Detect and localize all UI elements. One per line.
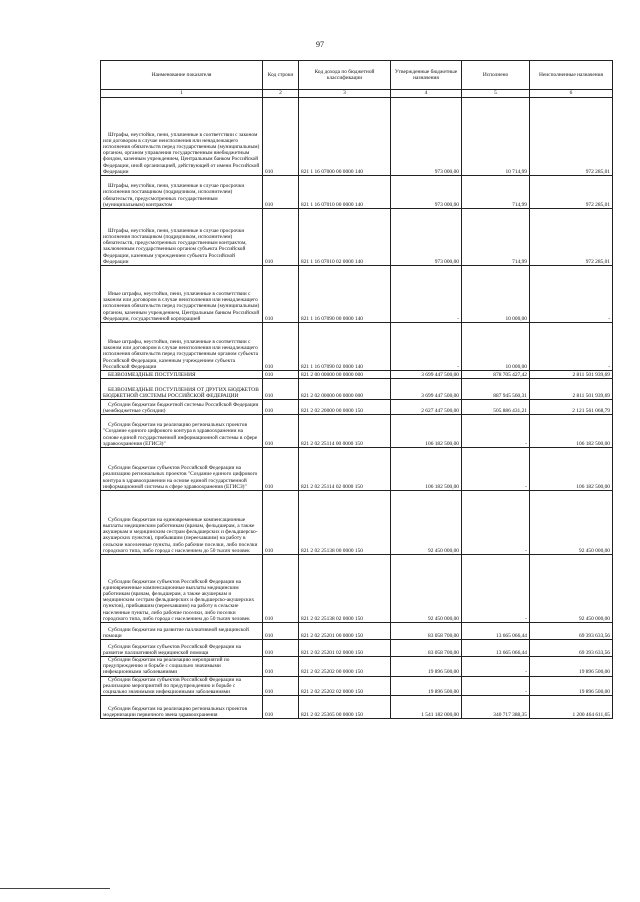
approved-amount-cell: 83 058 700,00	[391, 640, 462, 657]
executed-amount-cell: 505 886 431,21	[462, 400, 530, 415]
executed-amount-cell: -	[462, 555, 530, 623]
income-code-cell: 821 2 02 25114 00 0000 150	[299, 415, 391, 448]
income-code-cell: 821 2 00 00000 00 0000 000	[299, 371, 391, 379]
line-code-cell: 010	[263, 209, 299, 266]
executed-amount-cell: 887 945 560,31	[462, 379, 530, 400]
indicator-name-cell	[101, 657, 263, 677]
approved-amount-cell: 19 896 500,00	[391, 676, 462, 696]
table-row	[101, 379, 613, 400]
indicator-name-text: БЕЗВОЗМЕЗДНЫЕ ПОСТУПЛЕНИЯ ОТ ДРУГИХ БЮДЖЕТОВ БЮДЖЕТНОЙ СИСТЕМЫ РОССИЙСКОЙ ФЕДЕРАЦИИ	[103, 386, 259, 399]
approved-amount-cell: 19 896 500,00	[391, 657, 462, 677]
indicator-name-cell	[101, 176, 263, 209]
executed-amount-cell: 10 714,99	[462, 98, 530, 176]
executed-amount-cell: 878 705 427,42	[462, 371, 530, 379]
column-numbers-row	[101, 90, 613, 98]
indicator-name-text: Субсидии бюджетам на развитие паллиативной медицинской помощи	[103, 626, 249, 639]
line-code-cell: 010	[263, 555, 299, 623]
table-row	[101, 266, 613, 323]
line-code-cell: 010	[263, 371, 299, 379]
indicator-name-cell	[101, 379, 263, 400]
approved-amount-cell: 92 450 000,00	[391, 555, 462, 623]
unexecuted-amount-cell: 19 896 500,00	[530, 676, 613, 696]
indicator-name-text: Штрафы, неустойки, пени, уплаченные в случае просрочки исполнения поставщиком (подрядчиком, исполнителем) обязательств, предусмотренных государственным (муниципальным) контрактом	[103, 183, 245, 208]
table-row	[101, 209, 613, 266]
header-unexecuted: Неисполненные назначения	[530, 61, 613, 90]
executed-amount-cell: 340 717 388,35	[462, 696, 530, 719]
column-number: 3	[299, 90, 391, 98]
income-code-cell: 821 2 02 25138 02 0000 150	[299, 555, 391, 623]
page-number: 97	[316, 40, 324, 49]
unexecuted-amount-cell: 2 811 501 939,69	[530, 371, 613, 379]
income-code-cell: 821 1 16 07090 00 0000 140	[299, 266, 391, 323]
unexecuted-amount-cell: 106 182 500,00	[530, 415, 613, 448]
approved-amount-cell: 3 699 447 500,00	[391, 371, 462, 379]
unexecuted-amount-cell: 972 285,01	[530, 98, 613, 176]
column-number: 1	[101, 90, 263, 98]
indicator-name-cell	[101, 491, 263, 555]
indicator-name-text: Субсидии бюджетам субъектов Российской Федерации на реализацию региональных проектов "Создание единого цифрового контура в здравоохранении на основе единой государственной информационной системы в сфере здравоохранения (ЕГИСЗ)"	[103, 465, 258, 490]
table-row	[101, 640, 613, 657]
line-code-cell: 010	[263, 415, 299, 448]
unexecuted-amount-cell: 972 285,01	[530, 176, 613, 209]
header-executed: Исполнено	[462, 61, 530, 90]
table-row	[101, 696, 613, 719]
indicator-name-cell	[101, 400, 263, 415]
indicator-name-text: Субсидии бюджетам субъектов Российской Федерации на единовременные компенсационные выплаты медицинским работникам (врачам, фельдшерам, а также акушеркам и медицинским сестрам фельдшерских и фельдшерско-акушерских пунктов), прибывшим (переехавшим) на работу в сельские населенные пункты, либо рабочие поселки, либо поселки городского типа, либо города с населением до 50 тысяч человек	[103, 578, 255, 622]
approved-amount-cell: 973 000,00	[391, 176, 462, 209]
unexecuted-amount-cell: -	[530, 266, 613, 323]
table-row	[101, 176, 613, 209]
table-row	[101, 491, 613, 555]
executed-amount-cell: 13 665 066,44	[462, 623, 530, 640]
income-code-cell: 821 2 02 25202 02 0000 150	[299, 676, 391, 696]
indicator-name-cell	[101, 98, 263, 176]
column-number: 5	[462, 90, 530, 98]
approved-amount-cell: 106 182 500,00	[391, 415, 462, 448]
indicator-name-text: Субсидии бюджетам бюджетной системы Российской Федерации (межбюджетные субсидии)	[103, 401, 259, 414]
indicator-name-text: Субсидии бюджетам субъектов Российской Федерации на реализацию мероприятий по предупреждению и борьбе с социально значимыми инфекционными заболеваниями	[103, 676, 241, 696]
approved-amount-cell: 2 627 447 500,00	[391, 400, 462, 415]
executed-amount-cell: 10 000,00	[462, 266, 530, 323]
table-row	[101, 657, 613, 677]
income-code-cell: 821 2 02 25365 00 0000 150	[299, 696, 391, 719]
line-code-cell: 010	[263, 657, 299, 677]
footnote-divider	[0, 888, 110, 889]
table-row	[101, 323, 613, 371]
indicator-name-cell	[101, 209, 263, 266]
indicator-name-cell	[101, 676, 263, 696]
indicator-name-text: Штрафы, неустойки, пени, уплаченные в соответствии с законом или договором в случае неисполнения или ненадлежащего исполнения обязательств перед государственным (муниципальным) органом, органом управления государственным внебюджетным фондом, казенным учреждением, Центральным банком Российской Федерации, иной организацией, действующей от имени Российской Федерации	[103, 131, 260, 175]
approved-amount-cell: 83 058 700,00	[391, 623, 462, 640]
indicator-name-text: Иные штрафы, неустойки, пени, уплаченные в соответствии с законом или договором в случае неисполнения или ненадлежащего исполнения обязательств перед государственным (муниципальным) органом, казенным учреждением, Центральным банком Российской Федерации, государственной корпорацией	[103, 290, 260, 322]
indicator-name-text: Штрафы, неустойки, пени, уплаченные в случае просрочки исполнения поставщиком (подрядчиком, исполнителем) обязательств, предусмотренных государственным контрактом, заключенным государственным органом субъекта Российской Федерации, казенным учреждением субъекта Российской Федерации	[103, 227, 247, 265]
table-row	[101, 98, 613, 176]
income-code-cell: 821 2 02 25114 02 0000 150	[299, 448, 391, 491]
indicator-name-cell	[101, 266, 263, 323]
line-code-cell: 010	[263, 176, 299, 209]
header-income-code: Код дохода по бюджетной классификации	[299, 61, 391, 90]
income-code-cell: 821 2 02 25201 00 0000 150	[299, 623, 391, 640]
table-row	[101, 415, 613, 448]
table-row	[101, 400, 613, 415]
unexecuted-amount-cell: 69 393 633,56	[530, 640, 613, 657]
line-code-cell: 010	[263, 491, 299, 555]
executed-amount-cell: 13 665 066,44	[462, 640, 530, 657]
table-row	[101, 371, 613, 379]
line-code-cell: 010	[263, 266, 299, 323]
column-number: 4	[391, 90, 462, 98]
income-code-cell: 821 2 02 20000 00 0000 150	[299, 400, 391, 415]
executed-amount-cell: -	[462, 448, 530, 491]
executed-amount-cell: 714,99	[462, 176, 530, 209]
line-code-cell: 010	[263, 323, 299, 371]
executed-amount-cell: 10 000,00	[462, 323, 530, 371]
approved-amount-cell: 3 699 447 500,00	[391, 379, 462, 400]
line-code-cell: 010	[263, 98, 299, 176]
approved-amount-cell: 92 450 000,00	[391, 491, 462, 555]
line-code-cell: 010	[263, 676, 299, 696]
income-code-cell: 821 2 02 25202 00 0000 150	[299, 657, 391, 677]
income-code-cell: 821 2 02 25138 00 0000 150	[299, 491, 391, 555]
indicator-name-cell	[101, 555, 263, 623]
unexecuted-amount-cell: -	[530, 323, 613, 371]
approved-amount-cell: 106 182 500,00	[391, 448, 462, 491]
header-line-code: Код строки	[263, 61, 299, 90]
indicator-name-text: Субсидии бюджетам субъектов Российской Федерации на развитие паллиативной медицинской помощи	[103, 643, 241, 656]
table-header-row	[101, 61, 613, 90]
table-row	[101, 448, 613, 491]
column-number: 6	[530, 90, 613, 98]
indicator-name-cell	[101, 415, 263, 448]
indicator-name-text: Субсидии бюджетам на реализацию мероприятий по предупреждению и борьбе с социально значимыми инфекционными заболеваниями	[103, 657, 230, 676]
approved-amount-cell: -	[391, 323, 462, 371]
line-code-cell: 010	[263, 623, 299, 640]
unexecuted-amount-cell: 2 811 501 939,69	[530, 379, 613, 400]
executed-amount-cell: 714,99	[462, 209, 530, 266]
indicator-name-text: Субсидии бюджетам на реализацию региональных проектов "Создание единого цифрового контура в здравоохранении на основе единой государственной информационной системы в сфере здравоохранения (ЕГИСЗ)"	[103, 422, 258, 447]
income-code-cell: 821 1 16 07090 02 0000 140	[299, 323, 391, 371]
indicator-name-cell	[101, 623, 263, 640]
unexecuted-amount-cell: 2 121 561 068,79	[530, 400, 613, 415]
income-code-cell: 821 1 16 07010 02 0000 140	[299, 209, 391, 266]
executed-amount-cell: -	[462, 415, 530, 448]
line-code-cell: 010	[263, 696, 299, 719]
income-code-cell: 821 1 16 07000 00 0000 140	[299, 98, 391, 176]
unexecuted-amount-cell: 1 200 464 611,65	[530, 696, 613, 719]
line-code-cell: 010	[263, 448, 299, 491]
line-code-cell: 010	[263, 400, 299, 415]
line-code-cell: 010	[263, 640, 299, 657]
indicator-name-text: БЕЗВОЗМЕЗДНЫЕ ПОСТУПЛЕНИЯ	[108, 371, 196, 378]
column-number: 2	[263, 90, 299, 98]
income-code-cell: 821 2 02 25201 02 0000 150	[299, 640, 391, 657]
income-code-cell: 821 2 02 00000 00 0000 000	[299, 379, 391, 400]
header-indicator-name: Наименование показателя	[101, 61, 263, 90]
unexecuted-amount-cell: 972 285,01	[530, 209, 613, 266]
indicator-name-text: Субсидии бюджетам на единовременные компенсационные выплаты медицинским работникам (врачам, фельдшерам, а также акушеркам и медицинским сестрам фельдшерских и фельдшерско-акушерских пунктов), прибывшим (переехавшим) на работу в сельские населенные пункты, либо рабочие поселки, либо поселки городского типа, либо города с населением до 50 тысяч человек	[103, 516, 258, 554]
approved-amount-cell: 973 000,00	[391, 98, 462, 176]
approved-amount-cell: 973 000,00	[391, 209, 462, 266]
unexecuted-amount-cell: 106 182 500,00	[530, 448, 613, 491]
indicator-name-cell	[101, 696, 263, 719]
income-code-cell: 821 1 16 07010 00 0000 140	[299, 176, 391, 209]
indicator-name-cell	[101, 323, 263, 371]
executed-amount-cell: -	[462, 657, 530, 677]
indicator-name-text: Субсидии бюджетам на реализацию региональных проектов модернизации первичного звена здравоохранения	[103, 705, 247, 719]
header-approved: Утвержденные бюджетные назначения	[391, 61, 462, 90]
table-row	[101, 623, 613, 640]
indicator-name-cell	[101, 371, 263, 379]
approved-amount-cell: 1 541 182 000,00	[391, 696, 462, 719]
budget-execution-table	[100, 60, 613, 719]
table-row	[101, 555, 613, 623]
indicator-name-cell	[101, 640, 263, 657]
unexecuted-amount-cell: 69 393 633,56	[530, 623, 613, 640]
executed-amount-cell: -	[462, 491, 530, 555]
line-code-cell: 010	[263, 379, 299, 400]
executed-amount-cell: -	[462, 676, 530, 696]
indicator-name-text: Иные штрафы, неустойки, пени, уплаченные в соответствии с законом или договором в случае неисполнения или ненадлежащего исполнения обязательств перед государственным органом субъекта Российской Федерации, казенным учреждением субъекта Российской Федерации	[103, 338, 258, 370]
unexecuted-amount-cell: 92 450 000,00	[530, 491, 613, 555]
unexecuted-amount-cell: 19 896 500,00	[530, 657, 613, 677]
unexecuted-amount-cell: 92 450 000,00	[530, 555, 613, 623]
table-row	[101, 676, 613, 696]
indicator-name-cell	[101, 448, 263, 491]
approved-amount-cell: -	[391, 266, 462, 323]
